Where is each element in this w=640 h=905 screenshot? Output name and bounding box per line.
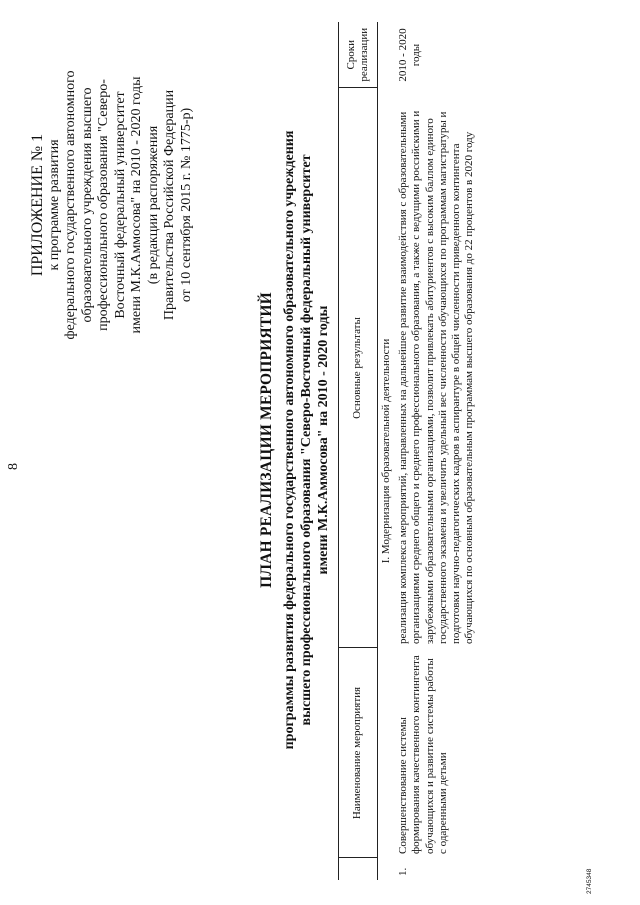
section-row (378, 22, 396, 880)
appendix-line: федерального государственного автономного (63, 70, 78, 340)
page-number: 8 (6, 463, 21, 470)
plan-title: ПЛАН РЕАЛИЗАЦИИ МЕРОПРИЯТИЙ (258, 292, 275, 588)
row-name: Совершенствование системы формирования качественного контингента обучающихся и развитие системы работы с одаренными детьми (397, 655, 449, 854)
table-row (395, 22, 478, 880)
row-term: 2010 - 2020 годы (397, 28, 423, 82)
row-number: 1. (397, 867, 410, 876)
plan-subtitle-line: программы развития федерального государственного автономного образовательного учреждения (282, 130, 297, 750)
plan-heading (258, 60, 332, 820)
appendix-line: (в редакции распоряжения (145, 125, 161, 285)
header-name: Наименование мероприятия (339, 648, 378, 858)
appendix-line: имени М.К.Аммосова" на 2010 - 2020 годы (129, 76, 144, 334)
plan-subtitle-line: высшего профессионального образования "Северо-Восточный федеральный университет (299, 154, 314, 726)
header-terms: Сроки реализации (339, 22, 378, 88)
header-number (339, 858, 378, 880)
appendix-line: к программе развития (46, 139, 62, 271)
row-result: реализация комплекса мероприятий, направленных на дальнейшее развитие взаимодействия с образовательными организациями среднего общего и среднего профессионального образования, а также с ведущими российскими и зарубежными образовательными организациями, позволит привлекать абитуриентов с высоким баллом единого государственного экзамена и увеличить удельный вес численности обучающихся по программам магистратуры и подготовки научно-педагогических кадров в аспирантуре в общей численности приведенного контингента обучающихся по основным образовательным программам высшего образования до 22 процентов в 2020 году (397, 110, 476, 644)
appendix-block (30, 55, 195, 355)
header-results: Основные результаты (339, 88, 378, 648)
table-header-row (339, 22, 378, 880)
rotated-document (0, 20, 600, 900)
document-stamp: 2745348 (586, 868, 593, 894)
appendix-line: Правительства Российской Федерации (162, 89, 177, 321)
appendix-title: ПРИЛОЖЕНИЕ № 1 (29, 133, 46, 277)
plan-table (338, 22, 478, 880)
appendix-line: от 10 сентября 2015 г. № 1775-р) (178, 107, 194, 303)
appendix-line: профессионального образования "Северо- (96, 79, 111, 331)
plan-subtitle-line: имени М.К.Аммосова" на 2010 - 2020 годы (316, 305, 331, 575)
section-title: I. Модернизация образовательной деятельности (380, 338, 392, 564)
appendix-line: образовательного учреждения высшего (79, 87, 95, 323)
appendix-line: Восточный федеральный университет (112, 91, 128, 319)
